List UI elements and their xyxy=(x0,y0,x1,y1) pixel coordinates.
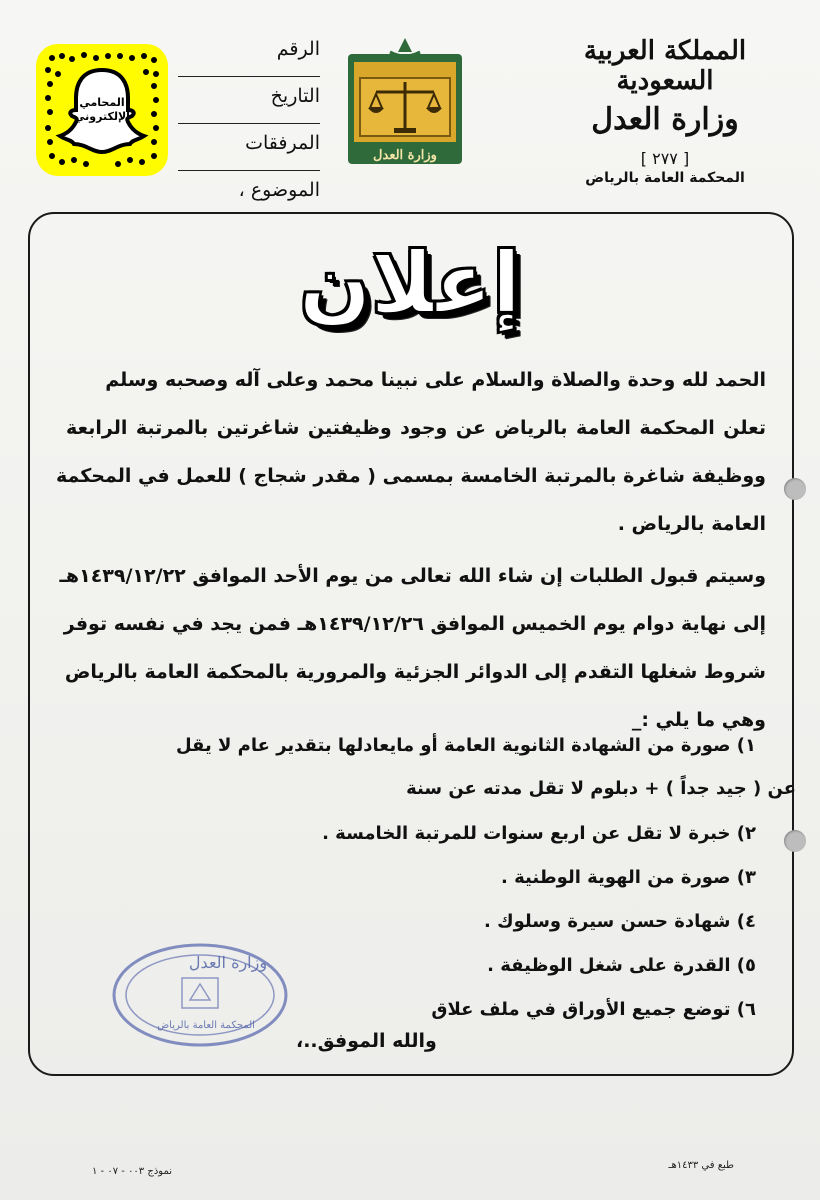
kingdom-name: المملكة العربية السعودية xyxy=(583,36,747,96)
punch-hole xyxy=(784,830,806,852)
ministry-name: وزارة العدل xyxy=(591,102,739,137)
date-label: التاريخ xyxy=(178,81,320,124)
body-line: إلى نهاية دوام يوم الخميس الموافق ١٤٣٩/١٢/٢٦هـ فمن يجد في نفسه توفر xyxy=(63,613,766,635)
list-item xyxy=(116,862,756,906)
letterhead xyxy=(550,36,780,186)
list-item-text: خبرة لا تقل عن اربع سنوات للمرتبة الخامسة . xyxy=(322,823,731,844)
document-number: [ ٢٧٧ ] xyxy=(640,149,690,168)
list-item-number: ١) xyxy=(736,735,756,756)
list-item-number: ٦) xyxy=(736,999,756,1020)
list-item-text: شهادة حسن سيرة وسلوك . xyxy=(483,911,731,932)
list-item-number: ٤) xyxy=(736,911,756,932)
court-name: المحكمة العامة بالرياض xyxy=(585,170,745,186)
list-item-text: صورة من الهوية الوطنية . xyxy=(501,867,731,888)
print-year: طبع في ١٤٣٣هـ xyxy=(668,1160,734,1171)
list-item xyxy=(116,818,756,862)
attachments-label: المرفقات xyxy=(178,128,320,171)
body-line: وسيتم قبول الطلبات إن شاء الله تعالى من يوم الأحد الموافق ١٤٣٩/١٢/٢٢هـ xyxy=(59,565,766,587)
form-number: نموذج ٠٠٣ - ٠٧ - ١ xyxy=(92,1166,173,1177)
ref-label: الرقم xyxy=(178,34,320,77)
court-stamp-icon xyxy=(110,940,290,1050)
body-line: الحمد لله وحدة والصلاة والسلام على نبينا محمد وعلى آله وصحبه وسلم xyxy=(105,369,766,391)
stamp-top-text: وزارة العدل xyxy=(188,953,268,972)
body-line: ووظيفة شاغرة بالمرتبة الخامسة بمسمى ( مقدر شجاج ) للعمل في المحكمة xyxy=(56,465,766,487)
snapcode-line2: الإلكتروني xyxy=(74,110,130,123)
body-line: شروط شغلها التقدم إلى الدوائر الجزئية والمرورية بالمحكمة العامة بالرياض xyxy=(64,661,766,683)
list-item-continuation: عن ( جيد جداً ) + دبلوم لا تقل مدته عن سنة xyxy=(406,778,796,799)
logo-caption: وزارة العدل xyxy=(373,148,437,163)
list-item-number: ٥) xyxy=(736,955,756,976)
list-item-text: القدرة على شغل الوظيفة . xyxy=(487,955,731,976)
notice-title xyxy=(0,234,820,332)
stamp-bottom-text: المحكمة العامة بالرياض xyxy=(157,1020,255,1031)
closing-text: والله الموفق..، xyxy=(296,1030,437,1052)
punch-hole xyxy=(784,478,806,500)
notice-title-text: إعلان xyxy=(299,234,521,332)
snapcode-line1: المحامي xyxy=(79,96,125,109)
list-item-number: ٣) xyxy=(736,867,756,888)
list-item-text: توضع جميع الأوراق في ملف علاق xyxy=(431,999,731,1020)
meta-fields xyxy=(178,34,320,221)
list-item xyxy=(116,730,756,774)
body-line: وهي ما يلي :_ xyxy=(631,709,766,731)
subject-label: الموضوع ، xyxy=(238,179,320,201)
ministry-justice-logo-icon xyxy=(346,38,464,168)
snapcode-badge[interactable] xyxy=(36,44,168,176)
notice-body xyxy=(56,364,766,752)
body-line: العامة بالرياض . xyxy=(617,513,766,535)
list-item-number: ٢) xyxy=(736,823,756,844)
body-line: تعلن المحكمة العامة بالرياض عن وجود وظيفتين شاغرتين بالمرتبة الرابعة xyxy=(66,417,766,439)
list-item-text: صورة من الشهادة الثانوية العامة أو مايعادلها بتقدير عام لا يقل xyxy=(175,735,731,756)
